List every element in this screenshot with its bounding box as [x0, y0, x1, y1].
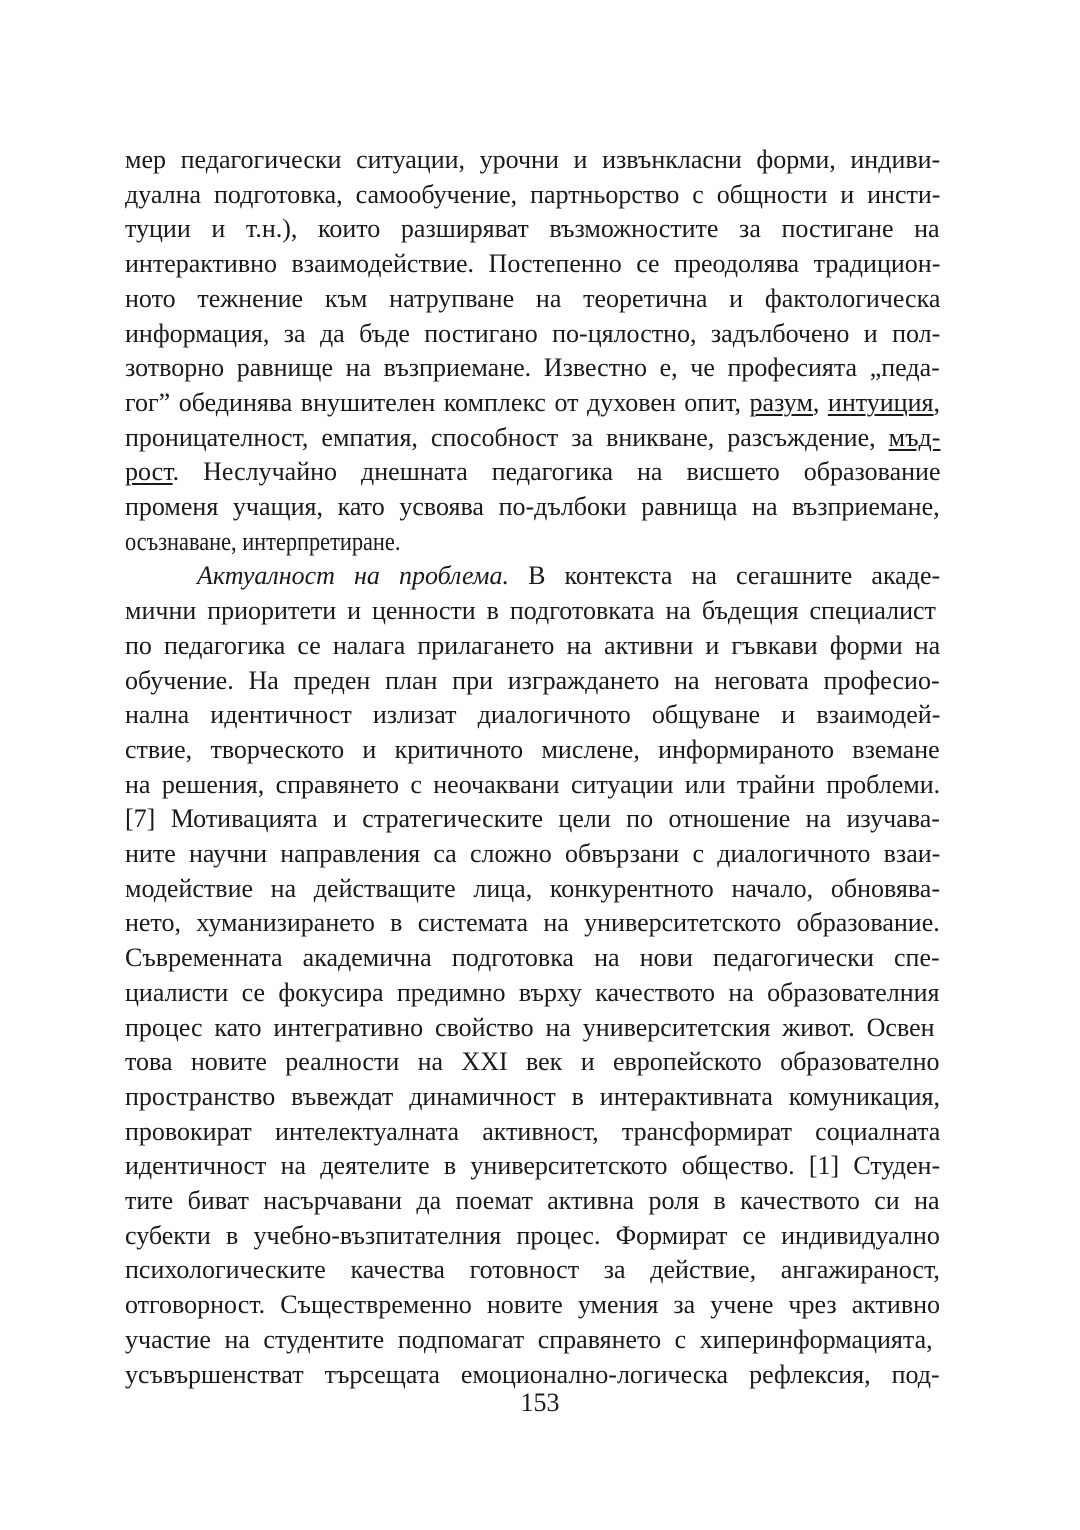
- text-run: субекти в учебно-възпитателния процес. Формират се индивидуално: [125, 1220, 940, 1250]
- text-line: [125, 1080, 940, 1114]
- text-line: [125, 1045, 940, 1079]
- text-line: [125, 837, 940, 871]
- text-run: [7] Мотивацията и стратегическите цели по отношение на изучава-: [125, 804, 940, 834]
- page-number: 153: [520, 1388, 560, 1417]
- text-run: модействие на действащите лица, конкурентното начало, обновява-: [125, 873, 941, 903]
- text-run: информация, за да бъде постигано по-цялостно, задълбочено и пол-: [125, 318, 941, 348]
- underlined-term: интуиция: [827, 387, 934, 417]
- text-run: ното тежнение към натрупване на теоретична и фактологическа: [125, 283, 941, 313]
- text-line: [125, 872, 940, 906]
- text-run: провокират интелектуалната активност, трансформират социалната: [125, 1116, 941, 1146]
- text-run: участие на студентите подпомагат справянето с хиперинформацията,: [125, 1324, 933, 1354]
- text-run: Съвременната академична подготовка на нови педагогически спе-: [125, 943, 940, 973]
- text-line: [125, 1115, 940, 1149]
- text-line: [125, 698, 940, 732]
- text-line: [125, 1219, 940, 1253]
- text-run: нето, хуманизирането в системата на университетското образование.: [125, 908, 940, 938]
- text-line: [125, 906, 940, 940]
- text-line: [125, 247, 940, 281]
- text-line: [125, 664, 940, 698]
- text-line: [125, 733, 940, 767]
- text-run: по педагогика се налага прилагането на активни и гъвкави форми на: [125, 630, 941, 660]
- text-run: мични приоритети и ценности в подготовката на бъдещия специалист: [125, 596, 936, 626]
- text-run: гог” обединява внушителен комплекс от духовен опит,: [125, 387, 750, 417]
- text-line: [125, 212, 940, 246]
- text-line: [125, 490, 940, 524]
- text-run: променя учащия, като усвоява по-дълбоки равнища на възприемане,: [125, 492, 940, 521]
- text-run: ,: [812, 387, 828, 417]
- text-run: психологическите качества готовност за действие, ангажираност,: [125, 1255, 940, 1285]
- text-line: [125, 976, 940, 1010]
- text-run: пространство въвеждат динамичност в интерактивната комуникация,: [125, 1081, 940, 1111]
- text-run: това новите реалности на XXI век и европейското образователно: [125, 1047, 940, 1077]
- text-line: [125, 1184, 940, 1218]
- text-run: . Неслучайно днешната педагогика на висшето образование: [172, 457, 941, 487]
- text-line: [125, 1011, 935, 1045]
- text-run: осъзнаване, интерпретиране.: [125, 526, 401, 556]
- text-run: дуална подготовка, самообучение, партньорство с общности и инсти-: [125, 179, 941, 209]
- text-run: ,: [933, 387, 940, 417]
- text-run: нална идентичност излизат диалогичното общуване и взаимодей-: [125, 700, 941, 730]
- text-line: [125, 317, 940, 351]
- underlined-term: разум: [749, 387, 813, 417]
- text-run: отговорност. Съществременно новите умения за учене чрез активно: [125, 1290, 941, 1320]
- text-line: [125, 629, 940, 663]
- text-run: усъвършенстват търсещата емоционално-логическа рефлексия, под-: [125, 1359, 940, 1389]
- underlined-term: рост: [125, 457, 173, 487]
- text-line: [125, 768, 940, 802]
- section-heading-italic: Актуалност на проблема.: [197, 561, 510, 591]
- text-line: [125, 1323, 933, 1357]
- text-run: интерактивно взаимодействие. Постепенно се преодолява традицион-: [125, 249, 941, 279]
- text-run: В контекста на сегашните акаде-: [509, 561, 941, 591]
- text-run: обучение. На преден план при изграждането на неговата професио-: [125, 665, 940, 695]
- text-line: [125, 525, 400, 559]
- text-line: [125, 282, 940, 316]
- text-line: [125, 178, 940, 212]
- text-run: зотворно равнище на възприемане. Известно е, че професията „педа-: [125, 353, 940, 383]
- text-run: ните научни направления са сложно обвързани с диалогичното взаи-: [125, 839, 941, 868]
- text-run: проницателност, емпатия, способност за вникване, разсъждение,: [125, 422, 889, 452]
- text-run: ствие, творческото и критичното мислене, информираното вземане: [125, 734, 940, 764]
- text-run: идентичност на деятелите в университетското общество. [1] Студен-: [125, 1151, 941, 1181]
- text-line: [125, 1253, 940, 1287]
- text-run: процес като интегративно свойство на университетския живот. Освен: [125, 1012, 935, 1042]
- text-line: [125, 594, 936, 628]
- text-run: мер педагогически ситуации, урочни и извънкласни форми, индиви-: [125, 145, 941, 174]
- text-line: [125, 386, 940, 420]
- text-run: на решения, справянето с неочаквани ситуации или трайни проблеми.: [125, 769, 941, 799]
- text-line: [125, 455, 940, 489]
- text-run: циалисти се фокусира предимно върху качеството на образователния: [125, 977, 940, 1007]
- text-line: [125, 143, 940, 177]
- text-line: [125, 802, 940, 836]
- text-line: [125, 1358, 940, 1392]
- underlined-term: мъд-: [888, 422, 941, 452]
- text-line: [125, 1149, 940, 1183]
- text-line: [125, 941, 940, 975]
- text-line: [125, 421, 940, 455]
- text-run: тите биват насърчавани да поемат активна роля в качеството си на: [125, 1186, 940, 1215]
- text-line: [197, 559, 940, 593]
- text-line: [125, 351, 940, 385]
- text-line: [125, 1288, 940, 1322]
- text-run: туции и т.н.), които разширяват възможностите за постигане на: [125, 214, 940, 244]
